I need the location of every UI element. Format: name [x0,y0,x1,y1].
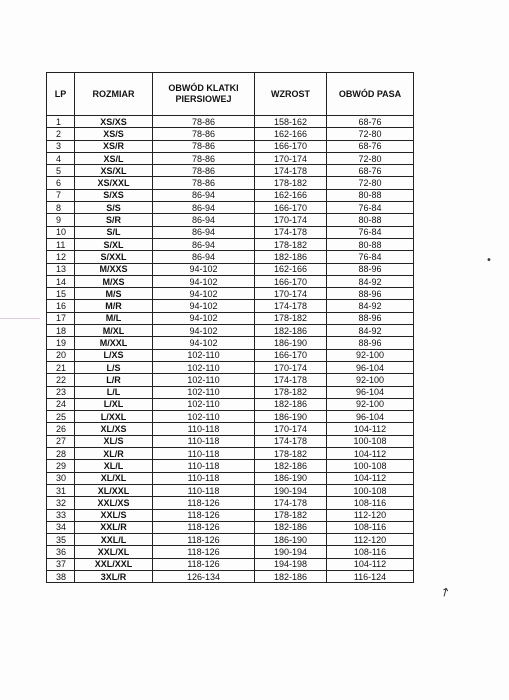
waist-cell: 68-76 [327,140,414,152]
size-cell: XL/XS [75,423,153,435]
height-cell: 178-182 [255,509,327,521]
waist-cell: 108-116 [327,521,414,533]
size-cell: S/R [75,214,153,226]
height-cell: 194-198 [255,558,327,570]
ink-arrow-mark: ↗ [437,583,453,601]
header-chest: OBWÓD KLATKI PIERSIOWEJ [153,73,255,116]
size-cell: M/XL [75,325,153,337]
chest-cell: 86-94 [153,226,255,238]
waist-cell: 88-96 [327,337,414,349]
height-cell: 174-178 [255,374,327,386]
size-cell: S/L [75,226,153,238]
size-cell: XXL/R [75,521,153,533]
row-number-cell: 12 [47,251,75,263]
table-row [47,128,414,140]
table-row [47,546,414,558]
chest-cell: 86-94 [153,214,255,226]
height-cell: 174-178 [255,226,327,238]
chest-cell: 126-134 [153,570,255,582]
size-cell: XS/R [75,140,153,152]
row-number-cell: 13 [47,263,75,275]
row-number-cell: 20 [47,349,75,361]
table-row [47,386,414,398]
table-row [47,202,414,214]
height-cell: 178-182 [255,386,327,398]
chest-cell: 86-94 [153,202,255,214]
size-cell: L/L [75,386,153,398]
chest-cell: 78-86 [153,116,255,128]
chest-cell: 102-110 [153,361,255,373]
chest-cell: 94-102 [153,325,255,337]
size-cell: XL/S [75,435,153,447]
size-cell: XXL/XL [75,546,153,558]
height-cell: 174-178 [255,435,327,447]
table-body [47,116,414,583]
height-cell: 182-186 [255,398,327,410]
size-cell: XXL/S [75,509,153,521]
ink-mark: • [486,255,492,266]
table-row [47,423,414,435]
waist-cell: 84-92 [327,300,414,312]
chest-cell: 102-110 [153,349,255,361]
row-number-cell: 21 [47,361,75,373]
table-row [47,116,414,128]
chest-cell: 78-86 [153,128,255,140]
row-number-cell: 14 [47,275,75,287]
height-cell: 182-186 [255,251,327,263]
waist-cell: 84-92 [327,275,414,287]
chest-cell: 94-102 [153,300,255,312]
waist-cell: 76-84 [327,251,414,263]
row-number-cell: 10 [47,226,75,238]
size-cell: M/XXL [75,337,153,349]
table-row [47,152,414,164]
waist-cell: 104-112 [327,423,414,435]
header-size: ROZMIAR [75,73,153,116]
height-cell: 166-170 [255,275,327,287]
row-number-cell: 2 [47,128,75,140]
row-number-cell: 6 [47,177,75,189]
height-cell: 162-166 [255,128,327,140]
chest-cell: 102-110 [153,386,255,398]
height-cell: 186-190 [255,534,327,546]
size-cell: L/S [75,361,153,373]
row-number-cell: 3 [47,140,75,152]
chest-cell: 110-118 [153,448,255,460]
size-cell: XL/XXL [75,484,153,496]
table-row [47,460,414,472]
size-cell: S/XL [75,238,153,250]
table-row [47,177,414,189]
chest-cell: 78-86 [153,165,255,177]
waist-cell: 100-108 [327,484,414,496]
size-cell: M/XXS [75,263,153,275]
chest-cell: 94-102 [153,337,255,349]
table-row [47,484,414,496]
waist-cell: 96-104 [327,361,414,373]
table-row [47,325,414,337]
waist-cell: 68-76 [327,165,414,177]
waist-cell: 84-92 [327,325,414,337]
row-number-cell: 17 [47,312,75,324]
height-cell: 178-182 [255,177,327,189]
header-height: WZROST [255,73,327,116]
table-row [47,165,414,177]
size-cell: S/S [75,202,153,214]
waist-cell: 88-96 [327,263,414,275]
chest-cell: 118-126 [153,521,255,533]
table-row [47,534,414,546]
waist-cell: 88-96 [327,312,414,324]
row-number-cell: 25 [47,411,75,423]
table-row [47,312,414,324]
size-cell: L/XL [75,398,153,410]
height-cell: 170-174 [255,423,327,435]
row-number-cell: 29 [47,460,75,472]
size-cell: L/XS [75,349,153,361]
waist-cell: 116-124 [327,570,414,582]
chest-cell: 94-102 [153,275,255,287]
table-row [47,275,414,287]
table-row [47,214,414,226]
height-cell: 182-186 [255,460,327,472]
size-cell: M/S [75,288,153,300]
chest-cell: 86-94 [153,251,255,263]
row-number-cell: 27 [47,435,75,447]
size-cell: M/XS [75,275,153,287]
height-cell: 182-186 [255,325,327,337]
chest-cell: 102-110 [153,398,255,410]
chest-cell: 86-94 [153,189,255,201]
height-cell: 186-190 [255,337,327,349]
table-row [47,570,414,582]
table-row [47,140,414,152]
row-number-cell: 8 [47,202,75,214]
row-number-cell: 33 [47,509,75,521]
waist-cell: 92-100 [327,349,414,361]
height-cell: 162-166 [255,189,327,201]
height-cell: 178-182 [255,312,327,324]
height-cell: 162-166 [255,263,327,275]
height-cell: 182-186 [255,570,327,582]
height-cell: 174-178 [255,300,327,312]
waist-cell: 112-120 [327,509,414,521]
table-row [47,226,414,238]
chest-cell: 110-118 [153,435,255,447]
chest-cell: 118-126 [153,497,255,509]
height-cell: 166-170 [255,140,327,152]
header-lp: LP [47,73,75,116]
height-cell: 186-190 [255,472,327,484]
size-cell: XXL/XXL [75,558,153,570]
chest-cell: 118-126 [153,534,255,546]
chest-cell: 110-118 [153,472,255,484]
chest-cell: 118-126 [153,509,255,521]
size-cell: L/XXL [75,411,153,423]
table-row [47,238,414,250]
row-number-cell: 30 [47,472,75,484]
size-cell: XS/S [75,128,153,140]
row-number-cell: 34 [47,521,75,533]
size-cell: XS/XL [75,165,153,177]
height-cell: 178-182 [255,448,327,460]
waist-cell: 96-104 [327,386,414,398]
table-row [47,558,414,570]
height-cell: 178-182 [255,238,327,250]
waist-cell: 104-112 [327,448,414,460]
size-cell: S/XXL [75,251,153,263]
table-row [47,398,414,410]
row-number-cell: 19 [47,337,75,349]
table-row [47,448,414,460]
waist-cell: 88-96 [327,288,414,300]
table-row [47,300,414,312]
table-row [47,374,414,386]
size-cell: XL/XL [75,472,153,484]
row-number-cell: 11 [47,238,75,250]
size-cell: M/R [75,300,153,312]
height-cell: 170-174 [255,361,327,373]
waist-cell: 80-88 [327,189,414,201]
row-number-cell: 23 [47,386,75,398]
row-number-cell: 37 [47,558,75,570]
chest-cell: 110-118 [153,484,255,496]
waist-cell: 104-112 [327,472,414,484]
waist-cell: 108-116 [327,497,414,509]
table-row [47,361,414,373]
table-row [47,189,414,201]
row-number-cell: 36 [47,546,75,558]
row-number-cell: 28 [47,448,75,460]
size-cell: XL/R [75,448,153,460]
waist-cell: 108-116 [327,546,414,558]
waist-cell: 100-108 [327,435,414,447]
waist-cell: 72-80 [327,152,414,164]
row-number-cell: 35 [47,534,75,546]
row-number-cell: 5 [47,165,75,177]
scan-artifact-line [0,318,40,319]
chest-cell: 78-86 [153,152,255,164]
chest-cell: 94-102 [153,263,255,275]
table-row [47,521,414,533]
waist-cell: 100-108 [327,460,414,472]
size-cell: XXL/XS [75,497,153,509]
height-cell: 170-174 [255,288,327,300]
row-number-cell: 1 [47,116,75,128]
waist-cell: 68-76 [327,116,414,128]
chest-cell: 118-126 [153,546,255,558]
table-row [47,349,414,361]
size-cell: XS/XS [75,116,153,128]
row-number-cell: 38 [47,570,75,582]
row-number-cell: 18 [47,325,75,337]
height-cell: 174-178 [255,165,327,177]
chest-cell: 118-126 [153,558,255,570]
size-cell: XXL/L [75,534,153,546]
table-row [47,497,414,509]
chest-cell: 102-110 [153,374,255,386]
waist-cell: 104-112 [327,558,414,570]
waist-cell: 76-84 [327,226,414,238]
waist-cell: 72-80 [327,177,414,189]
table-row [47,251,414,263]
waist-cell: 92-100 [327,398,414,410]
header-waist: OBWÓD PASA [327,73,414,116]
table-row [47,509,414,521]
size-chart-table [46,72,414,583]
row-number-cell: 32 [47,497,75,509]
size-cell: XS/XXL [75,177,153,189]
table-row [47,435,414,447]
chest-cell: 94-102 [153,312,255,324]
height-cell: 186-190 [255,411,327,423]
size-cell: XL/L [75,460,153,472]
table-row [47,472,414,484]
height-cell: 182-186 [255,521,327,533]
waist-cell: 92-100 [327,374,414,386]
waist-cell: 80-88 [327,214,414,226]
height-cell: 174-178 [255,497,327,509]
size-cell: M/L [75,312,153,324]
table-row [47,288,414,300]
waist-cell: 76-84 [327,202,414,214]
row-number-cell: 24 [47,398,75,410]
table-row [47,337,414,349]
height-cell: 158-162 [255,116,327,128]
height-cell: 170-174 [255,152,327,164]
table-row [47,263,414,275]
waist-cell: 80-88 [327,238,414,250]
header-row [47,73,414,116]
height-cell: 166-170 [255,202,327,214]
row-number-cell: 26 [47,423,75,435]
waist-cell: 72-80 [327,128,414,140]
chest-cell: 86-94 [153,238,255,250]
size-cell: 3XL/R [75,570,153,582]
row-number-cell: 15 [47,288,75,300]
row-number-cell: 7 [47,189,75,201]
size-cell: XS/L [75,152,153,164]
row-number-cell: 4 [47,152,75,164]
size-cell: S/XS [75,189,153,201]
chest-cell: 94-102 [153,288,255,300]
height-cell: 190-194 [255,484,327,496]
height-cell: 166-170 [255,349,327,361]
table-row [47,411,414,423]
size-cell: L/R [75,374,153,386]
height-cell: 190-194 [255,546,327,558]
table-header [47,73,414,116]
waist-cell: 112-120 [327,534,414,546]
chest-cell: 78-86 [153,177,255,189]
chest-cell: 102-110 [153,411,255,423]
chest-cell: 110-118 [153,423,255,435]
waist-cell: 96-104 [327,411,414,423]
chest-cell: 78-86 [153,140,255,152]
row-number-cell: 16 [47,300,75,312]
row-number-cell: 9 [47,214,75,226]
height-cell: 170-174 [255,214,327,226]
row-number-cell: 31 [47,484,75,496]
row-number-cell: 22 [47,374,75,386]
chest-cell: 110-118 [153,460,255,472]
